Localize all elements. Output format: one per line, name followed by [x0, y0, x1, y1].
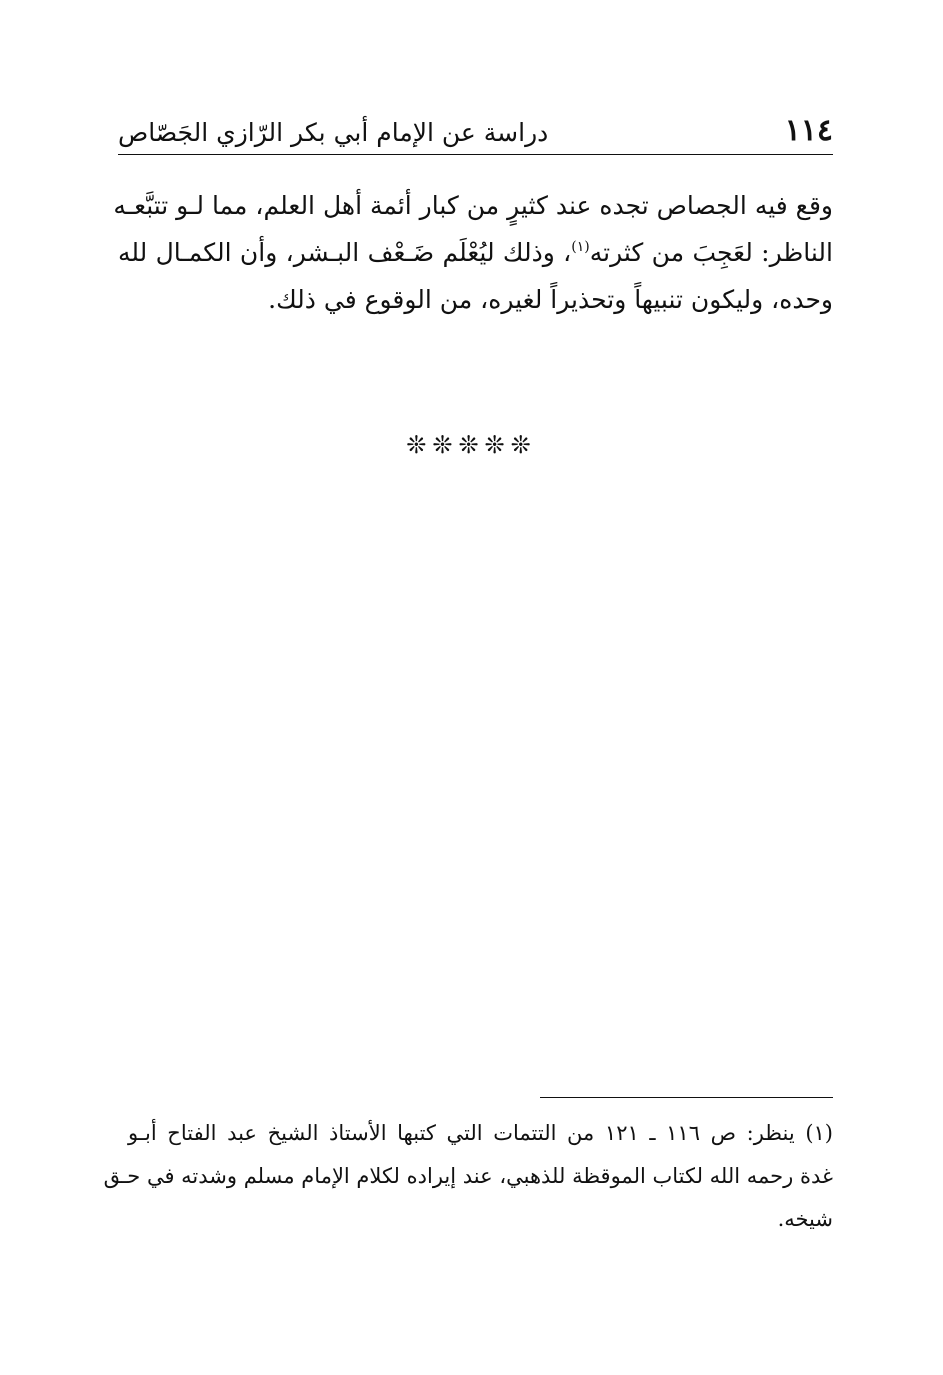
footnote-rule	[540, 1097, 833, 1098]
footnote-line-2: غدة رحمه الله لكتاب الموقظة للذهبي، عند إيراده لكلام الإمام مسلم وشدته في حـق	[103, 1164, 833, 1188]
body-line-3: وحده، وليكون تنبيهاً وتحذيراً لغيره، من الوقوع في ذلك.	[268, 285, 833, 314]
running-header	[118, 108, 833, 154]
header-rule	[118, 154, 833, 155]
footnote-reference: (١)	[571, 239, 590, 255]
body-line-2	[118, 229, 833, 276]
body-paragraph	[113, 182, 833, 323]
body-line-2-start: الناظر: لعَجِبَ من كثرته	[589, 238, 833, 267]
running-title: دراسة عن الإمام أبي بكر الرّازي الجَصّاص	[118, 118, 549, 147]
footnote-line-3: شيخه.	[777, 1207, 833, 1231]
section-separator: ❊❊❊❊❊	[406, 431, 537, 459]
body-line-1: وقع فيه الجصاص تجده عند كثيرٍ من كبار أئمة أهل العلم، مما لـو تتبَّعـه	[113, 191, 833, 220]
footnote-line-1: (١) ينظر: ص ١١٦ ـ ١٢١ من التتمات التي كتبها الأستاذ الشيخ عبد الفتاح أبـو	[128, 1121, 833, 1145]
footnote	[103, 1112, 833, 1241]
page-number: ١١٤	[784, 113, 833, 148]
body-line-2-end: ، وذلك ليُعْلَم ضَـعْف البـشر، وأن الكمـال لله	[118, 238, 572, 267]
